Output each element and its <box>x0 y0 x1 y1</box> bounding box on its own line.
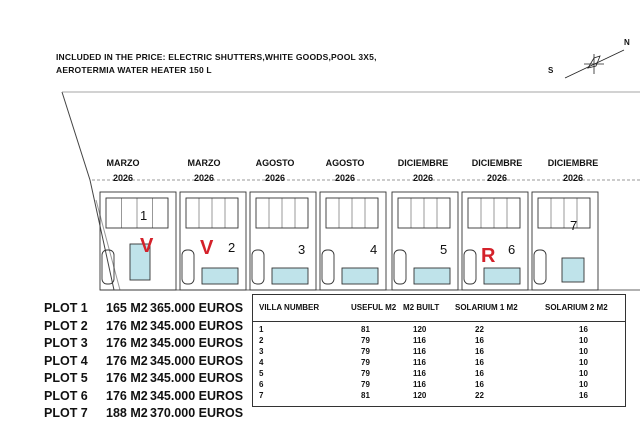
table-cell: 7 <box>259 391 264 400</box>
plot-area: 176 M2 <box>106 336 148 350</box>
delivery-year: 2026 <box>264 173 286 183</box>
delivery-year: 2026 <box>334 173 356 183</box>
delivery-month: MARZO <box>187 158 221 168</box>
villa-plot-outline-3 <box>250 192 316 290</box>
delivery-month: DICIEMBRE <box>547 158 599 168</box>
table-cell: 116 <box>413 380 426 389</box>
delivery-date-plot-3 <box>240 156 310 186</box>
table-cell: 116 <box>413 347 426 356</box>
delivery-date-plot-7 <box>538 156 608 186</box>
table-cell: 81 <box>361 391 370 400</box>
table-cell: 79 <box>361 358 370 367</box>
villa-number-4: 4 <box>370 242 378 257</box>
delivery-month: AGOSTO <box>255 158 295 168</box>
delivery-year: 2026 <box>112 173 134 183</box>
villa-plot-outline-1 <box>100 192 176 290</box>
compass-rose-icon <box>565 50 624 78</box>
table-cell: 5 <box>259 369 264 378</box>
plot1-status-mark: V <box>140 235 154 257</box>
villa-areas-table <box>252 294 626 407</box>
table-cell: 116 <box>413 369 426 378</box>
plot-price-row <box>44 370 244 388</box>
delivery-date-plot-4 <box>310 156 380 186</box>
plot-plot: PLOT 7 <box>44 406 88 420</box>
delivery-date-plot-5 <box>388 156 458 186</box>
table-cell: 16 <box>579 325 588 334</box>
plot-plot: PLOT 1 <box>44 301 88 315</box>
delivery-date-plot-2 <box>169 156 239 186</box>
delivery-date-plot-1 <box>88 156 158 186</box>
table-cell: 10 <box>579 380 588 389</box>
villa-number-5: 5 <box>440 242 448 257</box>
villa-plot-outline-5 <box>392 192 458 290</box>
plot-price-row <box>44 405 244 423</box>
table-cell: 116 <box>413 336 426 345</box>
table-header-cell: SOLARIUM 1 M2 <box>455 303 518 312</box>
villa-number-7: 7 <box>570 218 578 233</box>
table-row <box>253 390 625 401</box>
delivery-month: DICIEMBRE <box>471 158 523 168</box>
table-row <box>253 324 625 335</box>
plot-area: 188 M2 <box>106 406 148 420</box>
villa-plot-outline-7 <box>532 192 598 290</box>
table-header-cell: M2 BUILT <box>403 303 440 312</box>
delivery-month: MARZO <box>106 158 140 168</box>
table-cell: 16 <box>475 369 484 378</box>
table-cell: 79 <box>361 336 370 345</box>
table-cell: 6 <box>259 380 264 389</box>
included-note-line1: INCLUDED IN THE PRICE: ELECTRIC SHUTTERS,WHITE GOODS,POOL 3X5, <box>56 52 377 62</box>
plot-plot: PLOT 3 <box>44 336 88 350</box>
table-cell: 16 <box>579 391 588 400</box>
table-cell: 4 <box>259 358 264 367</box>
table-row <box>253 357 625 368</box>
included-note-line2: AEROTERMIA WATER HEATER 150 L <box>56 65 212 75</box>
table-header-cell: VILLA NUMBER <box>259 303 320 312</box>
table-cell: 10 <box>579 358 588 367</box>
plot-plot: PLOT 4 <box>44 353 88 368</box>
plot-plot: PLOT 5 <box>44 371 88 385</box>
plot-price-row <box>44 335 244 353</box>
table-cell: 16 <box>475 358 484 367</box>
table-cell: 120 <box>413 325 427 334</box>
delivery-year: 2026 <box>193 173 215 183</box>
table-cell: 22 <box>475 325 484 334</box>
table-cell: 16 <box>475 380 484 389</box>
villa-plot-outline-6 <box>462 192 528 290</box>
villa-number-2: 2 <box>228 240 236 255</box>
table-cell: 2 <box>259 336 264 345</box>
villa-number-6: 6 <box>508 242 516 257</box>
plot-price: 345.000 EUROS <box>150 353 244 368</box>
delivery-year: 2026 <box>486 173 508 183</box>
table-cell: 116 <box>413 358 426 367</box>
plot-price: 345.000 EUROS <box>150 371 244 385</box>
table-row <box>253 346 625 357</box>
table-row <box>253 335 625 346</box>
delivery-month: DICIEMBRE <box>397 158 449 168</box>
table-cell: 3 <box>259 347 264 356</box>
plot-price-row <box>44 353 244 371</box>
plot-price: 365.000 EUROS <box>150 301 244 315</box>
villa-number-3: 3 <box>298 242 306 257</box>
plot-area: 165 M2 <box>106 301 148 315</box>
plot-price: 345.000 EUROS <box>150 336 244 350</box>
plot-price: 345.000 EUROS <box>150 318 244 333</box>
plot-area: 176 M2 <box>106 371 148 385</box>
compass-south-label: S <box>548 66 554 75</box>
table-cell: 10 <box>579 369 588 378</box>
table-cell: 16 <box>475 336 484 345</box>
table-row <box>253 368 625 379</box>
plot-plot: PLOT 6 <box>44 388 88 403</box>
table-cell: 79 <box>361 369 370 378</box>
plot-area: 176 M2 <box>106 353 148 368</box>
plot-plot: PLOT 2 <box>44 318 88 333</box>
delivery-date-plot-6 <box>462 156 532 186</box>
delivery-year: 2026 <box>562 173 584 183</box>
plot6-status-mark: R <box>481 245 496 267</box>
table-header-cell: SOLARIUM 2 M2 <box>545 303 608 312</box>
plot-price: 370.000 EUROS <box>150 406 244 420</box>
plot-price-row <box>44 388 244 406</box>
villa-plot-outline-4 <box>320 192 386 290</box>
plot2-status-mark: V <box>200 237 214 259</box>
table-cell: 10 <box>579 347 588 356</box>
delivery-year: 2026 <box>412 173 434 183</box>
plot-area: 176 M2 <box>106 318 148 333</box>
villa-number-1: 1 <box>140 208 148 223</box>
plot-price: 345.000 EUROS <box>150 388 244 403</box>
table-cell: 81 <box>361 325 370 334</box>
table-cell: 79 <box>361 380 370 389</box>
table-cell: 120 <box>413 391 427 400</box>
plot-price-list <box>44 300 244 423</box>
plot-area: 176 M2 <box>106 388 148 403</box>
table-cell: 16 <box>475 347 484 356</box>
table-cell: 1 <box>259 325 264 334</box>
table-cell: 79 <box>361 347 370 356</box>
table-header-cell: USEFUL M2 <box>351 303 397 312</box>
plot-price-row <box>44 300 244 318</box>
table-cell: 10 <box>579 336 588 345</box>
table-row <box>253 379 625 390</box>
plot-price-row <box>44 318 244 336</box>
compass-north-label: N <box>624 38 630 47</box>
delivery-month: AGOSTO <box>325 158 365 168</box>
table-cell: 22 <box>475 391 484 400</box>
